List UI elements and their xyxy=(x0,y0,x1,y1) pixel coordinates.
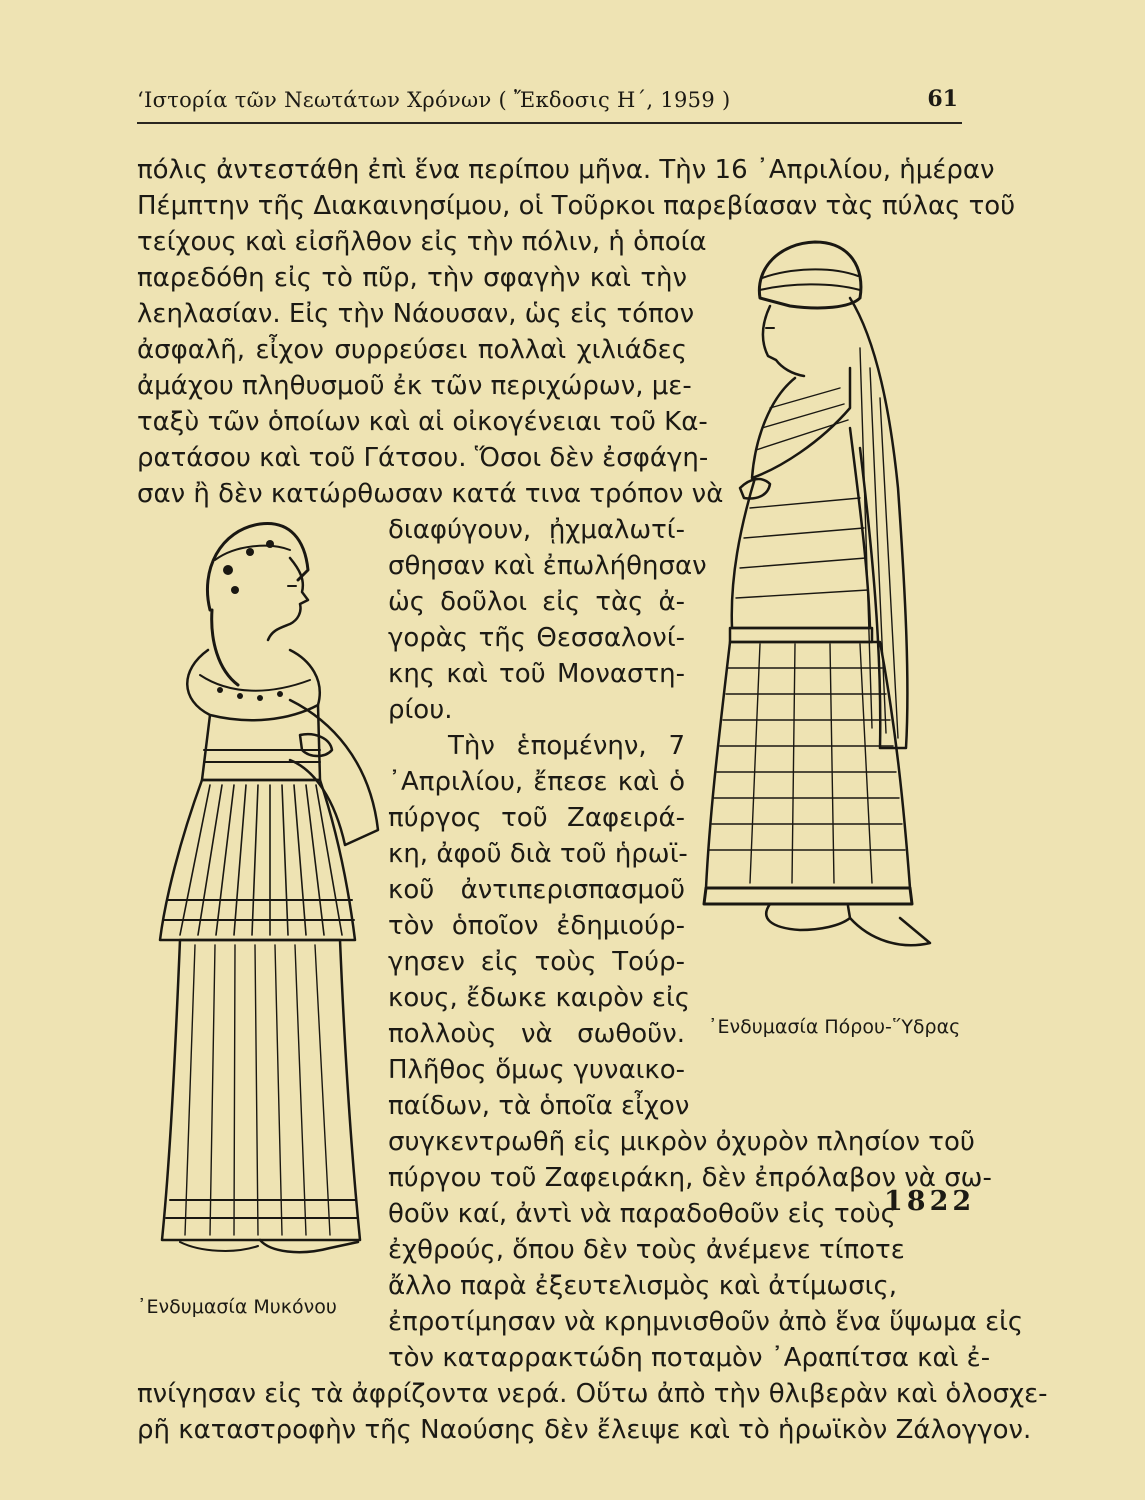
running-header xyxy=(137,82,960,116)
header-rule xyxy=(137,122,962,124)
text-line: Πέμπτην τῆς Διακαινησίμου, οἱ Τοῦρκοι παρεβίασαν τὰς πύλας τοῦ xyxy=(137,191,1016,221)
figure-caption-mykonos: ᾿Ενδυμασία Μυκόνου xyxy=(137,1296,337,1318)
header-title: ‘Ιστορία τῶν Νεωτάτων Χρόνων ( Ἔκδοσις Η΄, 1959 ) xyxy=(137,88,731,112)
text-line: Τὴν ἑπομένην, 7 xyxy=(448,731,685,761)
text-line: ἐχθρούς, ὅπου δὲν τοὺς ἀνέμενε τίποτε xyxy=(388,1235,905,1265)
text-line: ἀμάχου πληθυσμοῦ ἐκ τῶν περιχώρων, με- xyxy=(137,371,692,401)
text-line: πόλις ἀντεστάθη ἐπὶ ἕνα περίπου μῆνα. Τὴν 16 ᾿Απριλίου, ἡμέραν xyxy=(137,155,995,185)
text-line: πνίγησαν εἰς τὰ ἀφρίζοντα νερά. Οὕτω ἀπὸ τὴν θλιβερὰν καὶ ὁλοσχε- xyxy=(137,1379,1048,1409)
margin-year: 1822 xyxy=(884,1186,976,1217)
text-line: λεηλασίαν. Εἰς τὴν Νάουσαν, ὡς εἰς τόπον xyxy=(137,299,695,329)
text-line: θοῦν καί, ἀντὶ νὰ παραδοθοῦν εἰς τοὺς xyxy=(388,1199,896,1229)
text-line: ἀσφαλῆ, εἶχον συρρεύσει πολλαὶ χιλιάδες xyxy=(137,335,687,365)
text-line: ᾿Απριλίου, ἔπεσε καὶ ὁ xyxy=(388,767,685,797)
text-line: τὸν καταρρακτώδη ποταμὸν ᾿Αραπίτσα καὶ ἐ- xyxy=(388,1343,991,1373)
text-line: σαν ἢ δὲν κατώρθωσαν κατά τινα τρόπον νὰ xyxy=(137,479,724,509)
text-line: συγκεντρωθῆ εἰς μικρὸν ὀχυρὸν πλησίον τοῦ xyxy=(388,1127,975,1157)
poros-hydra-costume-illustration xyxy=(700,228,950,988)
text-line: ὡς δοῦλοι εἰς τὰς ἀ- xyxy=(388,587,685,617)
text-line: τὸν ὁποῖον ἐδημιούρ- xyxy=(388,911,685,941)
text-line: Πλῆθος ὅμως γυναικο- xyxy=(388,1055,685,1085)
text-line: πύργου τοῦ Ζαφειράκη, δὲν ἐπρόλαβον νὰ σω- xyxy=(388,1163,992,1193)
text-line: πολλοὺς νὰ σωθοῦν. xyxy=(388,1019,685,1049)
text-line: πύργος τοῦ Ζαφειρά- xyxy=(388,803,685,833)
text-line: διαφύγουν, ᾐχμαλωτί- xyxy=(388,515,685,545)
text-line: ταξὺ τῶν ὁποίων καὶ αἱ οἰκογένειαι τοῦ Κα- xyxy=(137,407,708,437)
text-line: τείχους καὶ εἰσῆλθον εἰς τὴν πόλιν, ἡ ὁποία xyxy=(137,227,707,257)
page-number: 61 xyxy=(927,86,958,112)
text-line: παίδων, τὰ ὁποῖα εἶχον xyxy=(388,1091,690,1121)
text-line: κους, ἔδωκε καιρὸν εἰς xyxy=(388,983,691,1013)
text-line: σθησαν καὶ ἐπωλήθησαν xyxy=(388,551,707,581)
text-line: ἐπροτίμησαν νὰ κρημνισθοῦν ἀπὸ ἕνα ὕψωμα εἰς xyxy=(388,1307,1024,1337)
text-line: ρίου. xyxy=(388,695,453,725)
text-line: κης καὶ τοῦ Μοναστη- xyxy=(388,659,685,689)
text-line: ρατάσου καὶ τοῦ Γάτσου. Ὅσοι δὲν ἐσφάγη- xyxy=(137,443,709,473)
figure-caption-poros-hydra: ᾿Ενδυμασία Πόρου-῞Υδρας xyxy=(708,1016,961,1038)
text-line: παρεδόθη εἰς τὸ πῦρ, τὴν σφαγὴν καὶ τὴν xyxy=(137,263,687,293)
text-line: γορὰς τῆς Θεσσαλονί- xyxy=(388,623,685,653)
text-line: γησεν εἰς τοὺς Τούρ- xyxy=(388,947,685,977)
text-line: κη, ἀφοῦ διὰ τοῦ ἡρωϊ- xyxy=(388,839,688,869)
mykonos-costume-illustration xyxy=(140,500,390,1290)
text-line: κοῦ ἀντιπερισπασμοῦ xyxy=(388,875,685,905)
text-line: ρῆ καταστροφὴν τῆς Ναούσης δὲν ἔλειψε καὶ τὸ ἡρωϊκὸν Ζάλογγον. xyxy=(137,1415,1032,1445)
text-line: ἄλλο παρὰ ἐξευτελισμὸς καὶ ἀτίμωσις, xyxy=(388,1271,898,1301)
